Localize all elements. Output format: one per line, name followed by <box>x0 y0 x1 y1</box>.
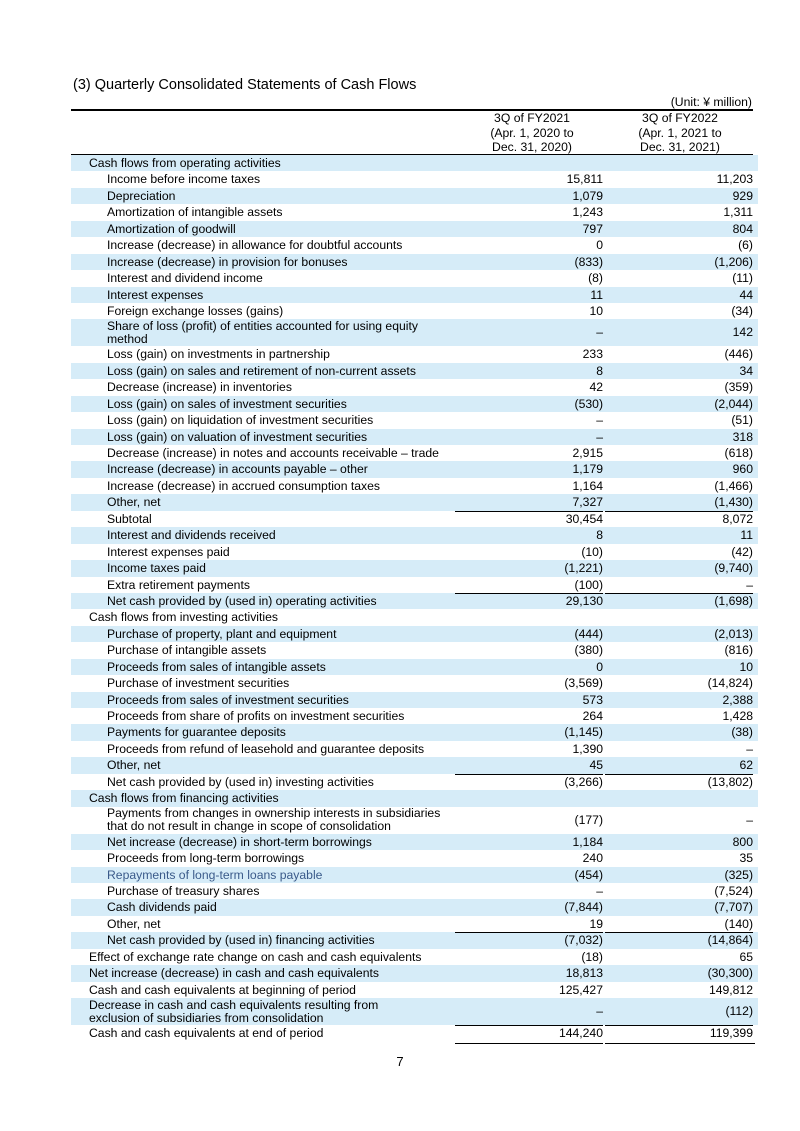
value-fy2022: (446) <box>724 347 753 362</box>
value-fy2021: 0 <box>596 238 603 253</box>
row-label: Proceeds from sales of intangible assets <box>107 659 326 674</box>
table-row <box>71 916 758 932</box>
table-row <box>71 1025 758 1041</box>
value-fy2022: 1,428 <box>722 709 753 723</box>
value-fy2021: (1,221) <box>564 561 603 576</box>
row-label: Amortization of goodwill <box>107 221 236 236</box>
value-fy2021: 1,390 <box>572 741 603 756</box>
table-row <box>71 741 758 757</box>
table-row <box>71 593 758 609</box>
row-label: Increase (decrease) in provision for bonuses <box>107 254 348 269</box>
total-rule <box>455 593 603 594</box>
value-fy2021: 125,427 <box>558 982 603 997</box>
table-row <box>71 396 758 412</box>
value-fy2021: (3,266) <box>564 774 603 789</box>
value-fy2022: (7,707) <box>714 900 753 915</box>
value-fy2022: (42) <box>731 544 753 559</box>
value-fy2021: 0 <box>596 659 603 674</box>
row-label: Cash and cash equivalents at beginning of period <box>89 982 356 997</box>
table-row <box>71 237 758 253</box>
row-label: Loss (gain) on liquidation of investment securities <box>107 413 374 428</box>
table-row <box>71 363 758 379</box>
row-label: Other, net <box>107 758 161 773</box>
value-fy2021: 2,915 <box>572 446 603 460</box>
value-fy2022: (325) <box>724 867 753 882</box>
table-row <box>71 883 758 899</box>
table-row <box>71 171 758 187</box>
value-fy2021: (3,569) <box>564 676 603 691</box>
value-fy2021: (454) <box>574 867 603 882</box>
value-fy2022: – <box>746 812 753 827</box>
value-fy2021: 45 <box>589 758 603 773</box>
value-fy2021: 1,184 <box>572 834 603 849</box>
table-row <box>71 998 758 1025</box>
value-fy2022: (816) <box>724 643 753 658</box>
row-label: Interest expenses <box>107 287 204 302</box>
row-label: Income taxes paid <box>107 561 206 576</box>
value-fy2022: (112) <box>725 1004 753 1018</box>
table-row <box>71 204 758 220</box>
row-label: Decrease (increase) in notes and accounts receivable – trade <box>107 446 439 460</box>
row-label: Increase (decrease) in accounts payable – other <box>107 462 368 477</box>
row-label: Net cash provided by (used in) operating activities <box>107 593 377 608</box>
value-fy2021: 29,130 <box>565 593 603 608</box>
total-rule <box>455 511 603 512</box>
row-label: Cash dividends paid <box>107 900 217 915</box>
row-label: Proceeds from share of profits on investment securities <box>107 709 405 723</box>
table-row <box>71 965 758 981</box>
value-fy2022: 35 <box>739 851 753 866</box>
table-row <box>71 708 758 724</box>
closing-rule <box>605 1043 755 1044</box>
row-label: Purchase of property, plant and equipment <box>107 626 337 641</box>
value-fy2021: (8) <box>588 271 603 286</box>
value-fy2022: 34 <box>739 363 753 378</box>
value-fy2021: – <box>596 413 603 428</box>
row-label: Extra retirement payments <box>107 577 250 592</box>
value-fy2021: (444) <box>574 626 603 641</box>
value-fy2022: 318 <box>732 429 753 444</box>
value-fy2022: 62 <box>739 758 753 773</box>
table-row <box>71 899 758 915</box>
value-fy2022: 11,203 <box>716 172 753 187</box>
value-fy2021: (380) <box>574 643 603 658</box>
value-fy2021: 240 <box>582 851 603 866</box>
total-rule <box>605 774 753 775</box>
total-rule <box>605 511 753 512</box>
table-row <box>71 319 758 346</box>
table-row <box>71 461 758 477</box>
value-fy2021: – <box>596 429 603 444</box>
row-label: Purchase of investment securities <box>107 676 290 691</box>
column-header-line: 3Q of FY2022 <box>642 111 718 125</box>
row-label: Loss (gain) on investments in partnership <box>107 347 330 362</box>
value-fy2021: 8 <box>596 528 603 543</box>
value-fy2022: (140) <box>724 916 753 931</box>
row-label: Payments for guarantee deposits <box>107 725 286 740</box>
row-label: Purchase of intangible assets <box>107 643 267 658</box>
value-fy2021: (177) <box>574 812 603 827</box>
value-fy2021: (18) <box>581 949 603 964</box>
row-label: Income before income taxes <box>107 172 261 187</box>
total-rule <box>455 932 603 933</box>
value-fy2021: (100) <box>574 577 603 592</box>
row-label: Foreign exchange losses (gains) <box>107 303 284 318</box>
row-label: Cash flows from operating activities <box>89 156 281 170</box>
row-label: Cash and cash equivalents at end of period <box>89 1026 324 1040</box>
row-label: Loss (gain) on sales and retirement of non-current assets <box>107 363 416 378</box>
row-label: Cash flows from investing activities <box>89 610 278 625</box>
value-fy2022: 800 <box>732 834 753 849</box>
table-row <box>71 675 758 691</box>
value-fy2021: 1,164 <box>572 478 603 493</box>
cash-flow-table <box>71 155 758 1041</box>
value-fy2022: (30,300) <box>707 966 753 981</box>
value-fy2022: (7,524) <box>714 883 753 898</box>
value-fy2021: (7,844) <box>564 900 603 915</box>
row-label: Amortization of intangible assets <box>107 205 283 220</box>
total-rule <box>605 593 753 594</box>
value-fy2021: 15,811 <box>566 172 603 187</box>
value-fy2022: (38) <box>731 725 753 740</box>
value-fy2021: (10) <box>581 544 603 559</box>
column-header-line: (Apr. 1, 2021 to <box>638 125 722 140</box>
table-row <box>71 609 758 625</box>
value-fy2022: 929 <box>732 188 753 203</box>
table-row <box>71 494 758 510</box>
row-label: Payments from changes in ownership interests in subsidiaries that do not result in change in scope of consolidation <box>107 806 441 834</box>
table-row <box>71 221 758 237</box>
row-label: Loss (gain) on valuation of investment securities <box>107 429 368 444</box>
value-fy2021: 1,179 <box>572 462 603 477</box>
value-fy2022: (14,824) <box>707 676 753 691</box>
table-row <box>71 774 758 790</box>
value-fy2022: 119,399 <box>709 1026 753 1040</box>
row-label: Other, net <box>107 916 161 931</box>
table-row <box>71 527 758 543</box>
row-label: Interest and dividends received <box>107 528 276 543</box>
value-fy2021: 264 <box>582 709 603 723</box>
value-fy2022: (9,740) <box>714 561 753 576</box>
table-row <box>71 642 758 658</box>
closing-rule <box>455 1043 603 1044</box>
row-label: Loss (gain) on sales of investment securities <box>107 396 347 411</box>
column-header-line: Dec. 31, 2020) <box>492 140 572 154</box>
value-fy2021: – <box>596 325 603 340</box>
table-row <box>71 429 758 445</box>
table-row <box>71 867 758 883</box>
statement-title: (3) Quarterly Consolidated Statements of Cash Flows <box>73 77 417 93</box>
table-row <box>71 254 758 270</box>
value-fy2022: (2,013) <box>714 626 753 641</box>
column-header-fy2021 <box>457 111 607 155</box>
table-row <box>71 626 758 642</box>
value-fy2022: 960 <box>732 462 753 477</box>
table-row <box>71 560 758 576</box>
value-fy2021: 8 <box>596 363 603 378</box>
row-label: Depreciation <box>107 188 176 203</box>
row-label: Net cash provided by (used in) financing activities <box>107 933 375 948</box>
row-label: Net cash provided by (used in) investing activities <box>107 774 374 789</box>
table-row <box>71 188 758 204</box>
row-label: Proceeds from long-term borrowings <box>107 851 305 866</box>
table-row <box>71 445 758 461</box>
table-row <box>71 270 758 286</box>
table-row <box>71 303 758 319</box>
table-row <box>71 790 758 806</box>
value-fy2021: 42 <box>589 380 603 395</box>
row-label: Increase (decrease) in allowance for doubtful accounts <box>107 238 403 253</box>
value-fy2022: 142 <box>732 325 753 340</box>
row-label: Increase (decrease) in accrued consumption taxes <box>107 478 381 493</box>
table-row <box>71 659 758 675</box>
column-header-fy2022 <box>605 111 755 155</box>
row-label: Cash flows from financing activities <box>89 791 279 806</box>
table-row <box>71 379 758 395</box>
table-row <box>71 949 758 965</box>
table-row <box>71 287 758 303</box>
row-label: Net increase (decrease) in short-term borrowings <box>107 834 372 849</box>
row-label: Repayments of long-term loans payable <box>107 867 323 882</box>
value-fy2021: 1,243 <box>572 205 603 220</box>
unit-label: (Unit: ¥ million) <box>670 95 752 109</box>
total-rule <box>605 1025 753 1026</box>
table-row <box>71 155 758 171</box>
column-header-line: (Apr. 1, 2020 to <box>490 125 574 140</box>
row-label: Decrease (increase) in inventories <box>107 380 292 395</box>
table-row <box>71 511 758 527</box>
value-fy2022: 804 <box>732 221 753 236</box>
row-label: Subtotal <box>107 511 152 526</box>
table-row <box>71 834 758 850</box>
value-fy2022: 11 <box>740 528 753 543</box>
value-fy2022: 65 <box>739 949 753 964</box>
value-fy2022: (1,698) <box>714 593 753 608</box>
value-fy2021: – <box>596 1004 603 1018</box>
table-row <box>71 577 758 593</box>
table-row <box>71 982 758 998</box>
row-label: Interest and dividend income <box>107 271 263 286</box>
total-rule <box>605 932 753 933</box>
value-fy2022: (1,466) <box>714 478 753 493</box>
value-fy2022: 2,388 <box>722 692 753 707</box>
value-fy2022: 10 <box>739 659 753 674</box>
value-fy2022: (6) <box>738 238 753 253</box>
value-fy2022: 8,072 <box>722 511 753 526</box>
value-fy2021: – <box>596 883 603 898</box>
value-fy2021: 144,240 <box>558 1026 603 1040</box>
page-number: 7 <box>396 1054 404 1069</box>
row-label: Other, net <box>107 495 161 510</box>
value-fy2022: 149,812 <box>708 982 753 997</box>
value-fy2022: (1,430) <box>714 495 753 510</box>
table-row <box>71 346 758 362</box>
table-row <box>71 850 758 866</box>
value-fy2021: (530) <box>574 396 603 411</box>
row-label: Net increase (decrease) in cash and cash equivalents <box>89 966 379 981</box>
row-label: Decrease in cash and cash equivalents resulting from exclusion of subsidiaries from consolidation <box>89 997 379 1025</box>
value-fy2022: (1,206) <box>714 254 753 269</box>
table-row <box>71 757 758 773</box>
column-header-line: 3Q of FY2021 <box>494 111 570 125</box>
table-row <box>71 807 758 834</box>
value-fy2022: (11) <box>732 271 753 286</box>
table-row <box>71 478 758 494</box>
value-fy2021: 19 <box>589 916 603 931</box>
value-fy2022: (14,864) <box>707 933 753 948</box>
total-rule <box>455 774 603 775</box>
row-label: Interest expenses paid <box>107 544 230 559</box>
value-fy2022: (2,044) <box>714 396 753 411</box>
value-fy2021: (1,145) <box>564 725 603 740</box>
value-fy2022: (618) <box>724 446 753 460</box>
value-fy2021: 573 <box>582 692 603 707</box>
row-label: Purchase of treasury shares <box>107 883 260 898</box>
value-fy2022: (51) <box>731 413 753 428</box>
table-row <box>71 692 758 708</box>
value-fy2021: 1,079 <box>572 188 603 203</box>
table-row <box>71 544 758 560</box>
value-fy2021: 233 <box>582 347 603 362</box>
value-fy2021: 797 <box>582 221 603 236</box>
value-fy2022: (34) <box>731 303 753 318</box>
value-fy2021: 10 <box>589 303 603 318</box>
value-fy2021: 7,327 <box>572 495 603 510</box>
total-rule <box>455 1025 603 1026</box>
row-label: Proceeds from sales of investment securities <box>107 692 349 707</box>
value-fy2021: (7,032) <box>564 933 603 948</box>
value-fy2022: 1,311 <box>723 205 753 220</box>
row-label: Effect of exchange rate change on cash and cash equivalents <box>89 949 422 964</box>
table-row <box>71 932 758 948</box>
table-row <box>71 724 758 740</box>
column-header-line: Dec. 31, 2021) <box>640 140 720 154</box>
row-label: Proceeds from refund of leasehold and guarantee deposits <box>107 741 425 756</box>
row-label: Share of loss (profit) of entities accounted for using equity method <box>107 318 418 346</box>
value-fy2021: 18,813 <box>565 966 603 981</box>
value-fy2022: (13,802) <box>707 774 753 789</box>
value-fy2021: 11 <box>590 287 603 302</box>
value-fy2021: (833) <box>574 254 603 269</box>
value-fy2021: 30,454 <box>565 511 603 526</box>
value-fy2022: – <box>746 741 753 756</box>
table-row <box>71 412 758 428</box>
value-fy2022: – <box>746 577 753 592</box>
value-fy2022: 44 <box>739 287 753 302</box>
value-fy2022: (359) <box>724 380 753 395</box>
